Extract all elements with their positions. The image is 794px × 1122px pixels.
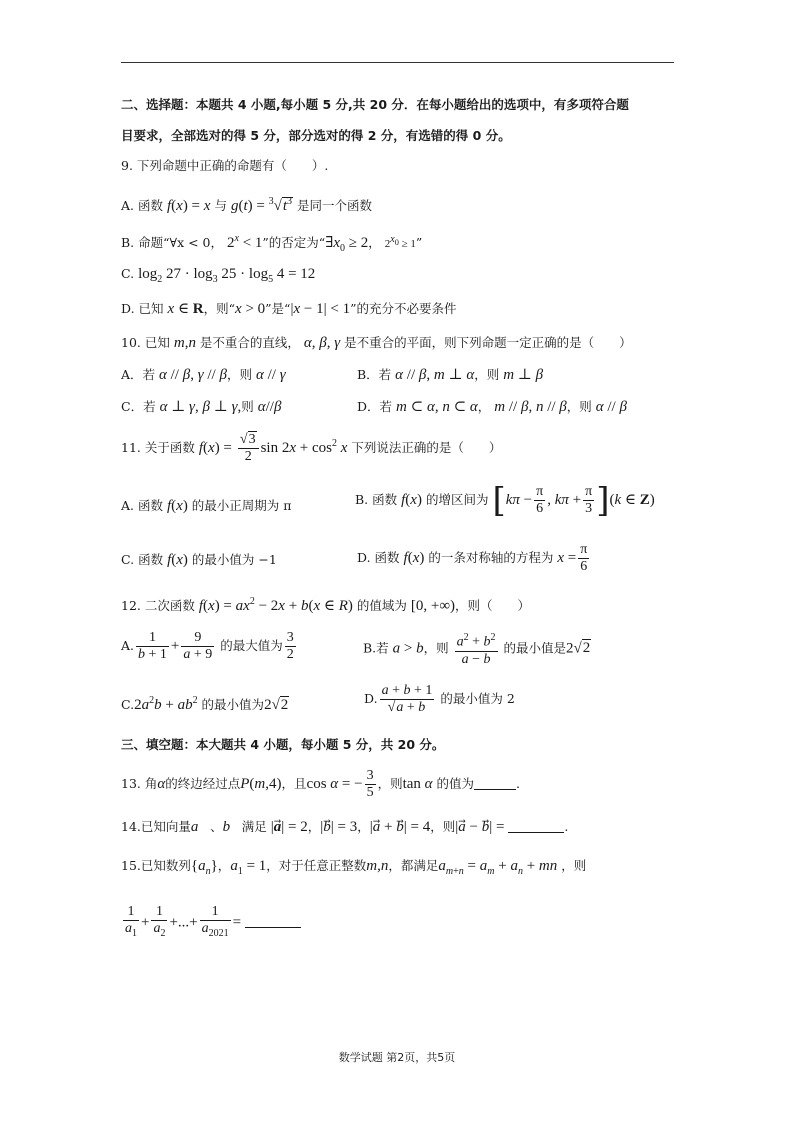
- q11-option-b: B. 函数 f(x) 的增区间为 [kπ − $\frac{\pi}{6}$ , kπ + $\frac{\pi}{3}$ ](k ∈ Z): [355, 480, 655, 521]
- q10-option-c: C．若 α ⊥ γ, β ⊥ γ,则 α//β: [121, 399, 282, 415]
- q11-option-d: D. 函数 f(x) 的一条对称轴的方程为 x = $\frac{\pi}{6}$: [357, 542, 588, 574]
- q15-line1: 15.已知数列$\{a_n\}$，$a_1 = 1$，对于任意正整数m,n，都满足$a_{m+n} = a_m + a_n$ + mn ，则: [121, 858, 587, 877]
- q12-option-b: B.若 a > b，则 $\frac{a^2 + b^2}{a - b}$ 的最小值是2√2: [363, 632, 591, 667]
- q10-stem: 10. 已知 m,n 是不重合的直线， α, β, γ 是不重合的平面，则下列命题一定正确的是（ ）: [121, 335, 632, 351]
- q14: 14.已知向量a⃗、b⃗满足 |a⃗| = 2，|b⃗| = 3，|a⃗ + b⃗| = 4，则|a⃗ − b⃗| = .: [121, 819, 569, 835]
- section2-header-line1: 二、选择题：本题共 4 小题,每小题 5 分,共 20 分．在每小题给出的选项中，有多项符合题: [121, 97, 629, 112]
- section2-header-line2: 目要求，全部选对的得 5 分，部分选对的得 2 分，有选错的得 0 分。: [121, 128, 511, 143]
- q10-option-d: D．若 m ⊂ α, n ⊂ α， m // β, n // β，则 α // β: [357, 399, 627, 415]
- q11-option-a: A. 函数 f(x) 的最小正周期为 π: [121, 498, 292, 514]
- q9-option-a: A. 函数 f(x) = x 与 $g(t) = ^3√t^3$ 是同一个函数: [121, 196, 372, 214]
- q9-option-c: C. $\log_2 27 \cdot \log_3 25 \cdot \log_5 4 = 12$: [121, 266, 316, 285]
- q12-option-c: $C.2a^2b + ab^2$ 的最小值为2√2: [121, 695, 289, 713]
- q9-option-b: B. 命题“∀x < 0， $2^x < 1$”的否定为“$\exists x_0 \ge 2$， $2^{x_0} \ge 1$”: [121, 233, 423, 254]
- section3-header: 三、填空题：本大题共 4 小题，每小题 5 分，共 20 分。: [121, 737, 445, 752]
- page-footer: 数学试题 第2页，共5页: [338, 1051, 456, 1064]
- q13-answer-blank[interactable]: [474, 789, 516, 790]
- q9-option-d: D. 已知 x ∈ R，则“x > 0”是“|x − 1| < 1”的充分不必要条件: [121, 301, 457, 317]
- q10-option-b: B．若 α // β, m ⊥ α，则 m ⊥ β: [357, 367, 544, 383]
- q12-option-a: A. $\frac{1}{b + 1}$ + $\frac{9}{a + 9}$ 的最大值为 $\frac{3}{2}$: [121, 630, 294, 662]
- q12-option-d: D. $\frac{a + b + 1}{√a + b}$ 的最小值为 2: [364, 683, 515, 715]
- q15-line2: $\frac{1}{a_1}$ + $\frac{1}{a_2}$ +...+ $\frac{1}{a_{2021}}$ =: [121, 904, 301, 942]
- q9-stem: 9. 下列命题中正确的命题有（ ）.: [121, 158, 329, 173]
- q10-option-a: A．若 α // β, γ // β，则 α // γ: [121, 367, 286, 383]
- q11-stem: 11. 关于函数 f(x) = $\frac{√3}{2}$ $\sin 2x + \cos^2 x$ 下列说法正确的是（ ）: [121, 432, 502, 464]
- q15-answer-blank[interactable]: [245, 927, 301, 928]
- header-rule: [121, 62, 674, 63]
- q12-stem: 12. 二次函数 $f(x) = ax^2 - 2x + b(x$ ∈ R) 的值域为 [0, +∞)，则（ ）: [121, 596, 531, 614]
- q13: 13. 角α的终边经过点P(m,4)，且cos α = − $\frac{3}{5}$ ，则tan α 的值为 .: [121, 768, 521, 800]
- q14-answer-blank[interactable]: [508, 832, 564, 833]
- q11-option-c: C. 函数 f(x) 的最小值为 −1: [121, 552, 277, 568]
